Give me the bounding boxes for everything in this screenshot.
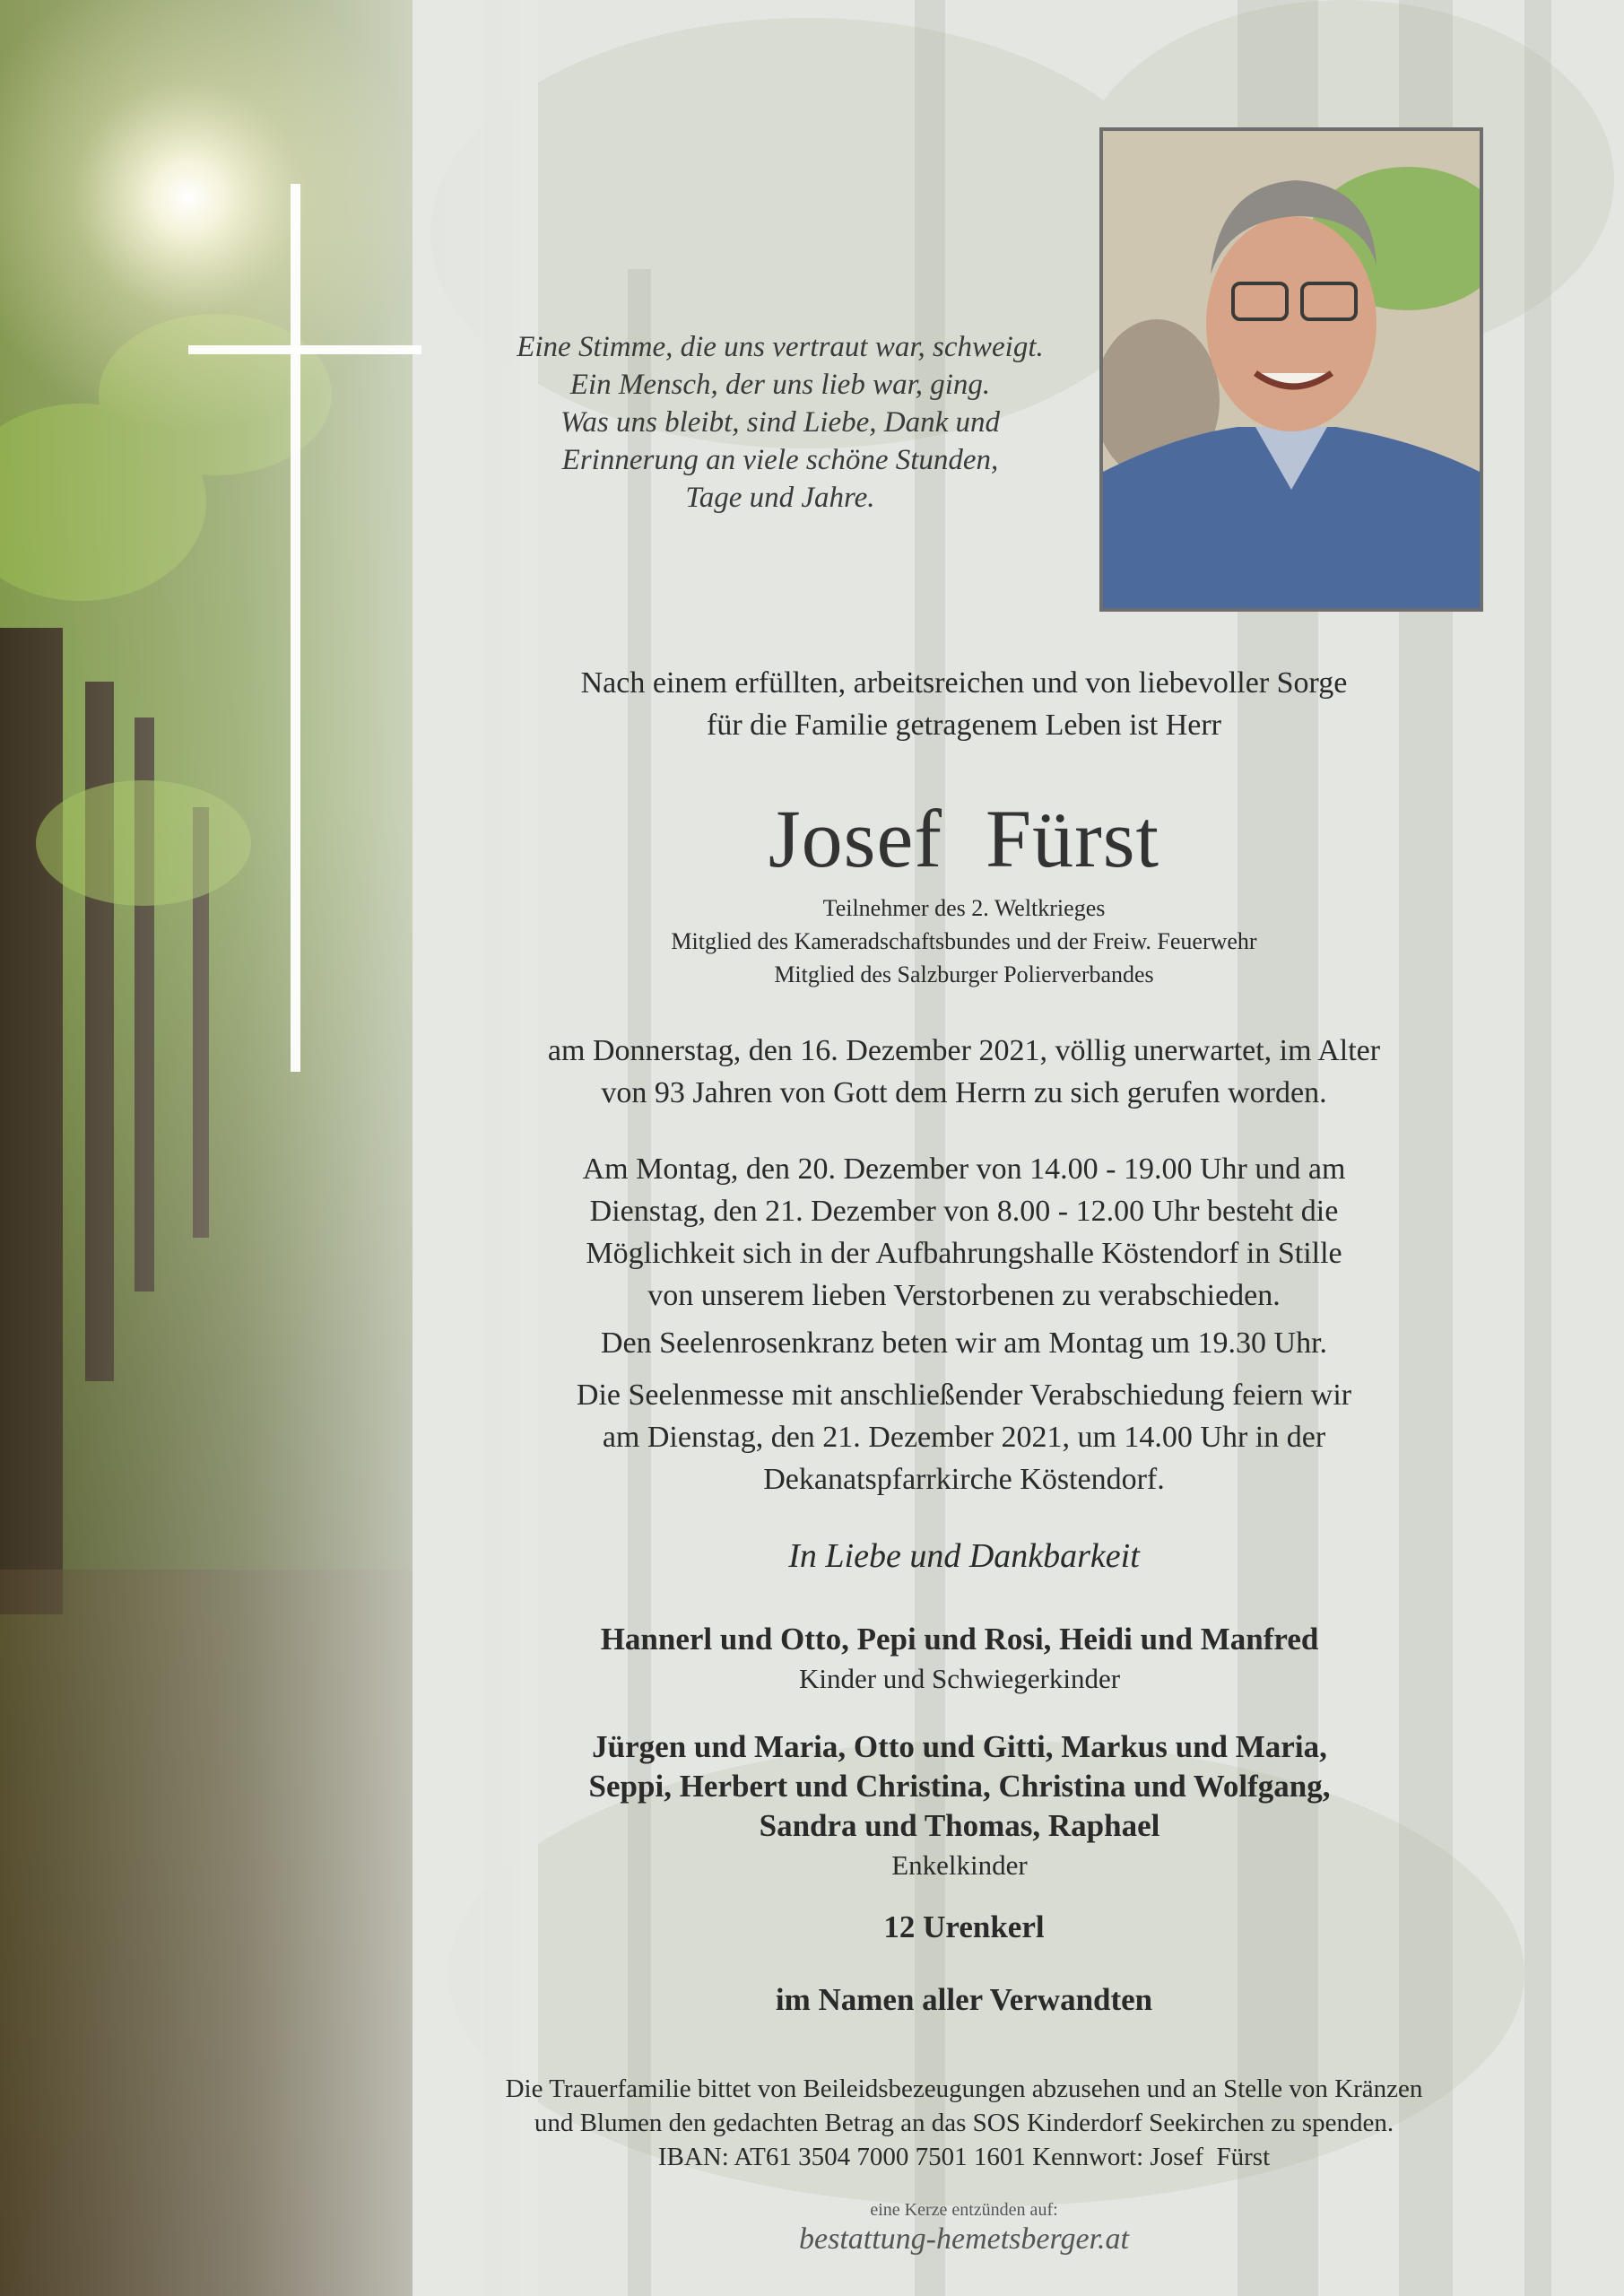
rosary-info: Den Seelenrosenkranz beten wir am Montag um 19.30 Uhr. xyxy=(600,1326,1328,1360)
mass-info xyxy=(448,1374,1480,1500)
mourner-group-children xyxy=(404,1620,1515,1699)
children-label: Kinder und Schwiegerkinder xyxy=(798,1663,1121,1694)
viewing-line: Möglichkeit sich in der Aufbahrungshalle Köstendorf in Stille xyxy=(586,1237,1342,1270)
death-notice xyxy=(448,1030,1480,1114)
death-line: am Donnerstag, den 16. Dezember 2021, völlig unerwartet, im Alter xyxy=(547,1034,1381,1067)
grandchildren-names: Sandra und Thomas, Raphael xyxy=(759,1808,1160,1843)
mass-line: am Dienstag, den 21. Dezember 2021, um 14.00 Uhr in der xyxy=(602,1421,1326,1454)
quote-line: Erinnerung an viele schöne Stunden, xyxy=(561,444,999,476)
mourner-group-grandchildren xyxy=(404,1727,1515,1885)
role-line: Teilnehmer des 2. Weltkrieges xyxy=(822,895,1106,921)
death-line: von 93 Jahren von Gott dem Herrn zu sich gerufen worden. xyxy=(601,1076,1327,1109)
deceased-name: Josef Fürst xyxy=(768,793,1160,884)
great-grandchildren: 12 Urenkerl xyxy=(883,1909,1045,1944)
grandchildren-names: Jürgen und Maria, Otto und Gitti, Markus und Maria, xyxy=(592,1729,1327,1764)
quote-line: Ein Mensch, der uns lieb war, ging. xyxy=(569,369,991,401)
closing-phrase: In Liebe und Dankbarkeit xyxy=(788,1537,1140,1575)
viewing-line: von unserem lieben Verstorbenen zu verabschieden. xyxy=(647,1279,1281,1312)
website-link[interactable]: bestattung-hemetsberger.at xyxy=(799,2222,1129,2256)
grandchildren-names: Seppi, Herbert und Christina, Christina und Wolfgang, xyxy=(588,1769,1331,1804)
children-names: Hannerl und Otto, Pepi und Rosi, Heidi und Manfred xyxy=(600,1622,1319,1657)
notice-line: Die Trauerfamilie bittet von Beileidsbezeugungen abzusehen und an Stelle von Kränzen xyxy=(505,2074,1423,2103)
mass-line: Dekanatspfarrkirche Köstendorf. xyxy=(763,1463,1165,1496)
cross-icon xyxy=(179,184,430,1072)
intro-line: Nach einem erfüllten, arbeitsreichen und von liebevoller Sorge xyxy=(580,666,1348,700)
viewing-line: Dienstag, den 21. Dezember von 8.00 - 12.00 Uhr besteht die xyxy=(589,1195,1339,1228)
candle-prompt: eine Kerze entzünden auf: xyxy=(870,2200,1058,2220)
intro-line: für die Familie getragenem Leben ist Herr xyxy=(707,709,1221,742)
memorial-quote xyxy=(466,328,1094,517)
role-line: Mitglied des Kameradschaftsbundes und der Freiw. Feuerwehr xyxy=(671,928,1257,954)
portrait-photo xyxy=(1099,127,1483,612)
grandchildren-label: Enkelkinder xyxy=(891,1849,1028,1881)
role-line: Mitglied des Salzburger Polierverbandes xyxy=(774,961,1154,987)
viewing-line: Am Montag, den 20. Dezember von 14.00 - 19.00 Uhr und am xyxy=(582,1152,1346,1186)
quote-line: Was uns bleibt, sind Liebe, Dank und xyxy=(560,406,1001,439)
quote-line: Eine Stimme, die uns vertraut war, schweigt. xyxy=(517,331,1044,363)
relatives-line: im Namen aller Verwandten xyxy=(775,1982,1153,2017)
donation-notice xyxy=(395,2072,1533,2174)
deceased-roles xyxy=(448,891,1480,991)
mass-line: Die Seelenmesse mit anschließender Verabschiedung feiern wir xyxy=(576,1378,1352,1412)
intro-text xyxy=(448,662,1480,746)
viewing-info xyxy=(448,1148,1480,1317)
notice-line: und Blumen den gedachten Betrag an das SOS Kinderdorf Seekirchen zu spenden. xyxy=(534,2109,1394,2137)
notice-line: IBAN: AT61 3504 7000 7501 1601 Kennwort: Josef Fürst xyxy=(657,2143,1271,2171)
quote-line: Tage und Jahre. xyxy=(685,482,875,514)
